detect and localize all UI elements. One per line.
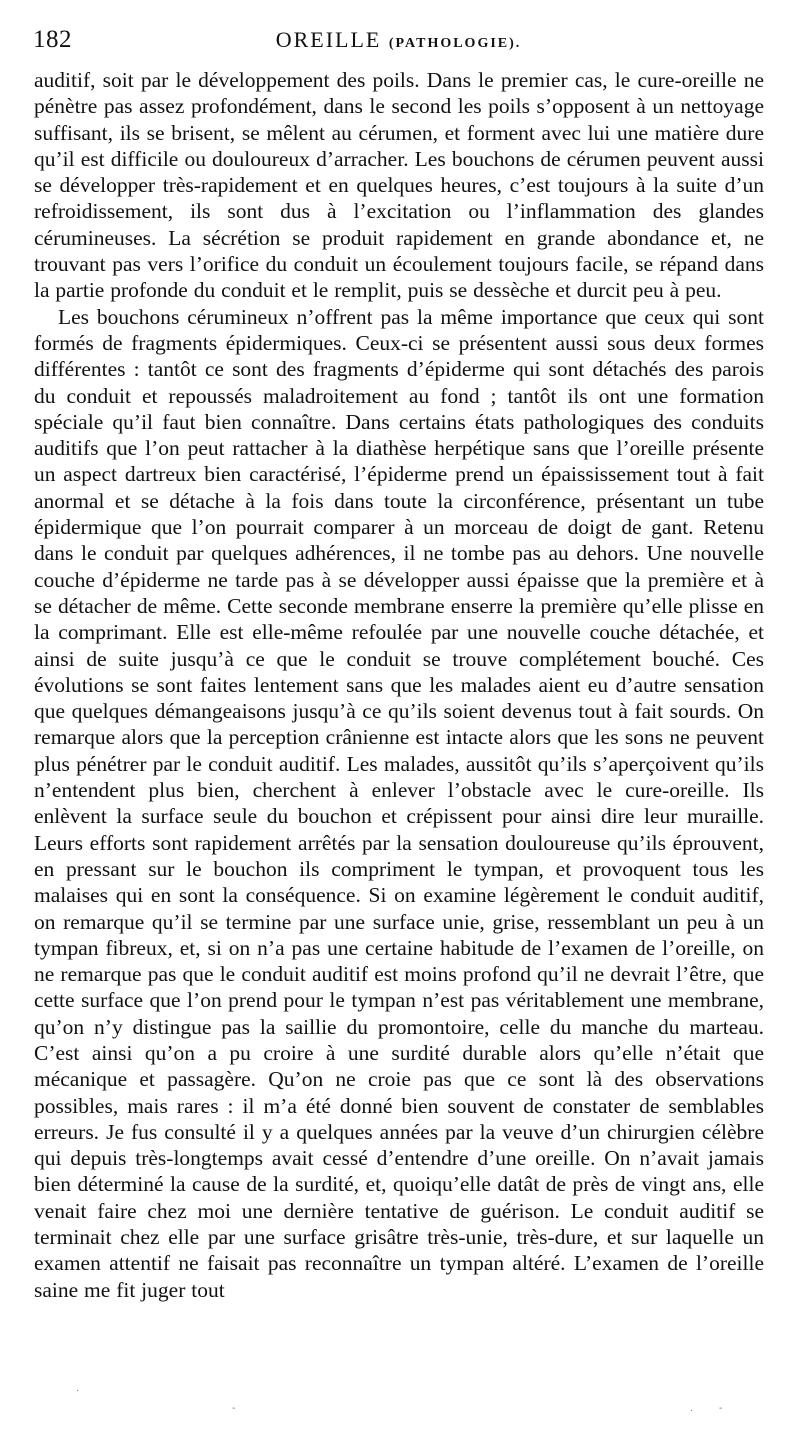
running-head	[33, 27, 764, 53]
paragraph-1: auditif, soit par le développement des poils. Dans le premier cas, le cure-oreille ne pénètre pas assez profondément, dans le second les poils s’opposent à un nettoyage suffisant, ils se brisent, se mêlent au cérumen, et forment avec lui une matière dure qu’il est difficile ou douloureux d’arracher. Les bouchons de cérumen peuvent aussi se développer très-rapidement et en quelques heures, c’est toujours à la suite d’un refroidissement, ils sont dus à l’excitation ou l’inflammation des glandes cérumineuses. La sécrétion se produit rapidement en grande abondance et, ne trouvant pas vers l’orifice du conduit un écoulement toujours facile, se répand dans la partie profonde du conduit et le remplit, puis se dessèche et durcit peu à peu.	[34, 68, 764, 303]
page-number: 182	[33, 26, 72, 53]
scan-speck: -	[232, 1403, 236, 1414]
running-head-subtitle: (PATHOLOGIE).	[388, 36, 522, 51]
body-text	[34, 67, 764, 1303]
scan-speck: .	[690, 1403, 693, 1414]
running-head-title: OREILLE	[275, 27, 382, 52]
scan-speck: ·	[76, 1385, 80, 1396]
paragraph-2: Les bouchons cérumineux n’offrent pas la même importance que ceux qui sont formés de fragments épidermiques. Ceux-ci se présentent aussi sous deux formes différentes : tantôt ce sont des fragments d’épiderme qui sont détachés des parois du conduit et repoussés maladroitement au fond ; tantôt ils ont une formation spéciale qu’il faut bien connaître. Dans certains états pathologiques des conduits auditifs que l’on peut rattacher à la diathèse herpétique sans que l’oreille présente un aspect dartreux bien caractérisé, l’épiderme prend un épaississement tout à fait anormal et se détache à la fois dans toute la circonférence, présentant un tube épidermique que l’on pourrait comparer à un morceau de doigt de gant. Retenu dans le conduit par quelques adhérences, il ne tombe pas au dehors. Une nouvelle couche d’épiderme ne tarde pas à se développer aussi épaisse que la première et à se détacher de même. Cette seconde membrane enserre la première qu’elle plisse en la comprimant. Elle est elle-même refoulée par une nouvelle couche détachée, et ainsi de suite jusqu’à ce que le conduit se trouve complétement bouché. Ces évolutions se sont faites lentement sans que les malades aient eu d’autre sensation que quelques démangeaisons jusqu’à ce qu’ils soient devenus tout à fait sourds. On remarque alors que la perception crânienne est intacte alors que les sons ne peuvent plus pénétrer par le conduit auditif. Les malades, aussitôt qu’ils s’aperçoivent qu’ils n’entendent plus bien, cherchent à enlever l’obstacle avec le cure-oreille. Ils enlèvent la surface seule du bouchon et crépissent pour ainsi dire leur muraille. Leurs efforts sont rapidement arrêtés par la sensation douloureuse qu’ils éprouvent, en pressant sur le bouchon ils compriment le tympan, et provoquent tous les malaises qui en sont la conséquence. Si on examine légèrement le conduit auditif, on remarque qu’il se termine par une surface unie, grise, ressemblant un peu à un tympan fibreux, et, si on n’a pas une certaine habitude de l’examen de l’oreille, on ne remarque pas que le conduit auditif est moins profond qu’il ne devrait l’être, que cette surface que l’on prend pour le tympan n’est pas véritablement une membrane, qu’on n’y distingue pas la saillie du promontoire, celle du manche du marteau. C’est ainsi qu’on a pu croire à une surdité durable alors qu’elle n’était que mécanique et passagère. Qu’on ne croie pas que ce sont là des observations possibles, mais rares : il m’a été donné bien souvent de constater de semblables erreurs. Je fus consulté il y a quelques années par la veuve d’un chirurgien célèbre qui depuis très-longtemps avait cessé d’entendre d’une oreille. On n’avait jamais bien déterminé la cause de la surdité, et, quoiqu’elle datât de près de vingt ans, elle venait faire chez moi une dernière tentative de guérison. Le conduit auditif se terminait chez elle par une surface grisâtre très-unie, très-dure, et sur laquelle un examen attentif ne faisait pas reconnaître un tympan altéré. L’examen de l’oreille saine me fit juger tout	[34, 304, 764, 1302]
scan-speck: -	[719, 1403, 723, 1414]
page-header	[33, 26, 764, 60]
